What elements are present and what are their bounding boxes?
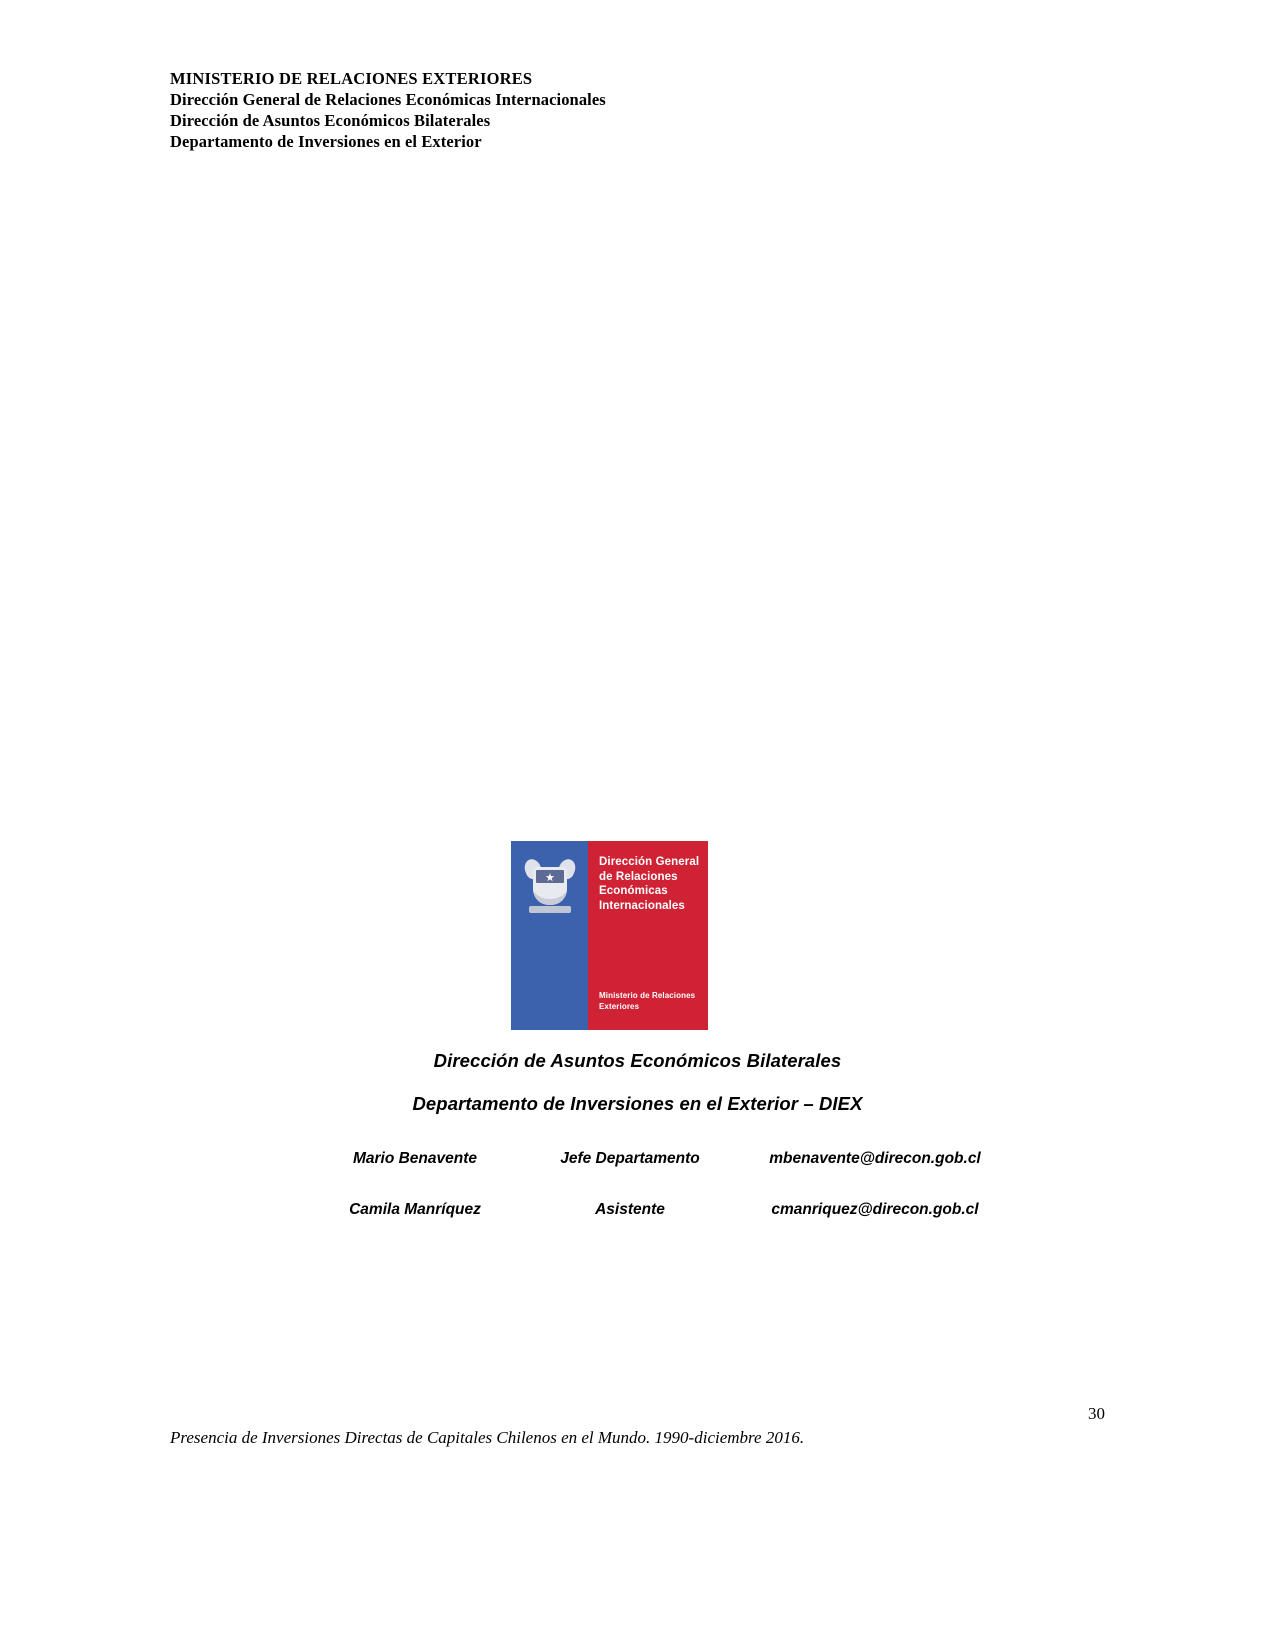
staff-email[interactable]: mbenavente@direcon.gob.cl: [769, 1150, 981, 1167]
staff-name: Mario Benavente: [352, 1150, 478, 1167]
header-direccion-general-line: Dirección General de Relaciones Económicas Internacionales: [170, 90, 606, 109]
header-direccion-bilaterales-line: Dirección de Asuntos Económicos Bilaterales: [170, 111, 491, 130]
staff-email[interactable]: cmanriquez@direcon.gob.cl: [771, 1201, 979, 1218]
staff-row: [300, 1201, 1020, 1252]
staff-name: Camila Manríquez: [349, 1201, 481, 1218]
emblem-star-icon: [546, 873, 555, 882]
footer-note: Presencia de Inversiones Directas de Capitales Chilenos en el Mundo. 1990-diciembre 2016.: [170, 1428, 805, 1447]
chile-coat-of-arms-icon: [525, 857, 575, 913]
emblem-shield-icon: [533, 867, 567, 905]
section-heading-bilaterales: Dirección de Asuntos Económicos Bilaterales: [433, 1050, 842, 1071]
document-header: [170, 68, 970, 152]
page-number: 30: [1088, 1404, 1105, 1423]
staff-contact-list: [300, 1150, 1020, 1252]
logo-canvas: [511, 841, 708, 1030]
header-ministry-line: MINISTERIO DE RELACIONES EXTERIORES: [170, 69, 533, 88]
emblem-base-icon: [529, 906, 571, 913]
section-heading-diex: Departamento de Inversiones en el Exterior – DIEX: [412, 1093, 863, 1114]
staff-row: [300, 1150, 1020, 1201]
header-departamento-line: Departamento de Inversiones en el Exterior: [170, 132, 482, 151]
logo-title-text: Dirección General de Relaciones Económicas Internacionales: [599, 856, 700, 912]
logo-footer-text: Ministerio de Relaciones Exteriores: [599, 991, 696, 1011]
staff-role: Asistente: [595, 1201, 665, 1218]
direcon-logo: [511, 841, 708, 1030]
staff-role: Jefe Departamento: [560, 1150, 700, 1167]
